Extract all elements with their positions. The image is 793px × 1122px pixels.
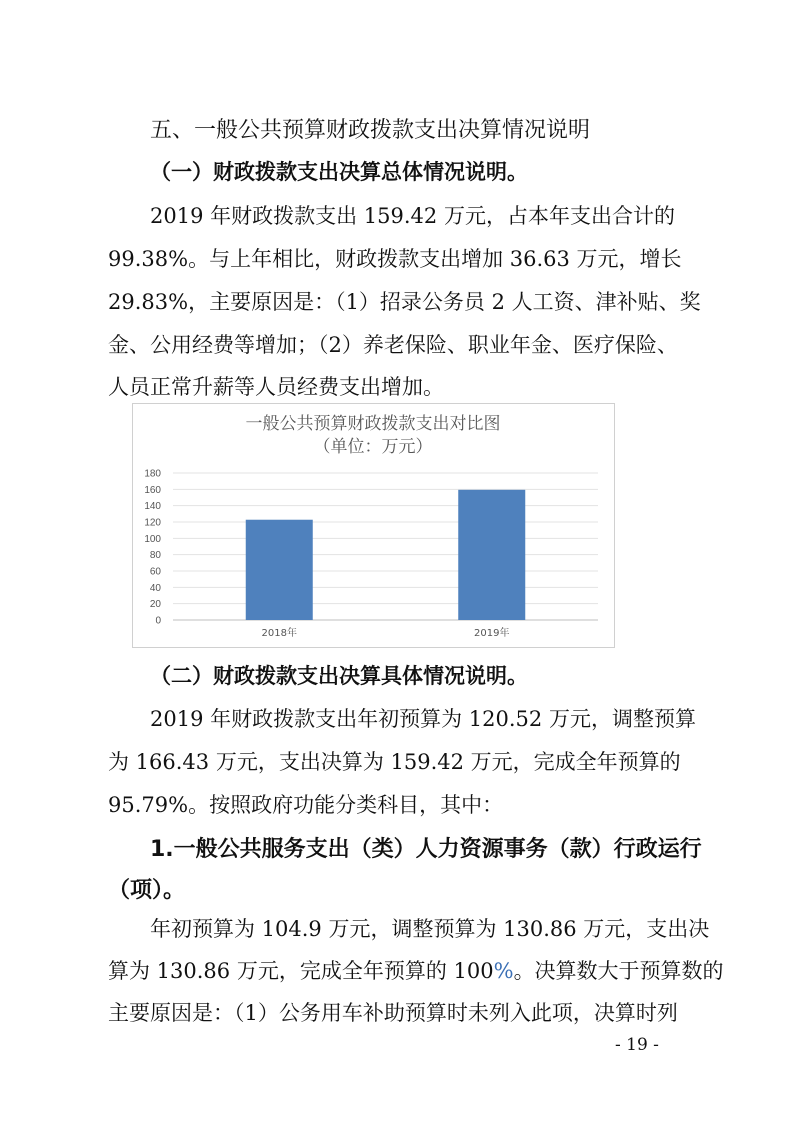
x-category-label: 2019年 bbox=[474, 628, 510, 639]
y-tick-label: 0 bbox=[155, 615, 161, 627]
paragraph-line: 2019 年财政拨款支出 159.42 万元，占本年支出合计的 bbox=[150, 204, 675, 228]
text-segment: 。决算数大于预算数的 bbox=[513, 959, 724, 983]
y-tick-label: 140 bbox=[144, 501, 161, 513]
bar-2019年 bbox=[458, 490, 525, 620]
paragraph-line: 人员正常升薪等人员经费支出增加。 bbox=[108, 375, 444, 399]
paragraph-line: 99.38%。与上年相比，财政拨款支出增加 36.63 万元，增长 bbox=[108, 247, 682, 271]
chart-subtitle: （单位：万元） bbox=[313, 437, 433, 457]
chart-title: 一般公共预算财政拨款支出对比图 bbox=[245, 414, 501, 434]
x-category-label: 2018年 bbox=[261, 628, 297, 639]
paragraph-line bbox=[108, 955, 724, 985]
item-title: 1.一般公共服务支出（类）人力资源事务（款）行政运行 bbox=[150, 837, 702, 862]
subsection-title-detail: （二）财政拨款支出决算具体情况说明。 bbox=[150, 664, 528, 688]
paragraph-line: 金、公用经费等增加；（2）养老保险、职业年金、医疗保险、 bbox=[108, 333, 678, 357]
y-tick-label: 60 bbox=[149, 566, 161, 578]
section-heading: 五、一般公共预算财政拨款支出决算情况说明 bbox=[150, 118, 591, 143]
bar-chart bbox=[132, 403, 615, 648]
y-tick-label: 180 bbox=[144, 468, 161, 480]
paragraph-line: 主要原因是：（1）公务用车补助预算时未列入此项，决算时列 bbox=[108, 1001, 678, 1025]
percent-sign: % bbox=[493, 959, 514, 983]
paragraph-line: 为 166.43 万元，支出决算为 159.42 万元，完成全年预算的 bbox=[108, 750, 681, 774]
paragraph-line: 29.83%，主要原因是：（1）招录公务员 2 人工资、津补贴、奖 bbox=[108, 290, 701, 314]
page-number: - 19 - bbox=[615, 1035, 659, 1055]
paragraph-line: 年初预算为 104.9 万元，调整预算为 130.86 万元，支出决 bbox=[150, 917, 710, 941]
subsection-title-overall: （一）财政拨款支出决算总体情况说明。 bbox=[150, 160, 528, 184]
y-tick-label: 120 bbox=[144, 517, 161, 529]
y-tick-label: 160 bbox=[144, 484, 161, 496]
y-tick-label: 40 bbox=[149, 582, 161, 594]
bar-chart-svg bbox=[133, 404, 614, 647]
item-title-cont: （项）。 bbox=[108, 878, 186, 903]
bar-2018年 bbox=[246, 520, 313, 620]
y-tick-label: 100 bbox=[144, 533, 161, 545]
paragraph-line: 95.79%。按照政府功能分类科目，其中： bbox=[108, 793, 504, 817]
paragraph-line: 2019 年财政拨款支出年初预算为 120.52 万元，调整预算 bbox=[150, 707, 696, 731]
y-tick-label: 20 bbox=[149, 599, 161, 611]
text-segment: 算为 130.86 万元，完成全年预算的 100 bbox=[108, 959, 494, 983]
y-tick-label: 80 bbox=[149, 550, 161, 562]
